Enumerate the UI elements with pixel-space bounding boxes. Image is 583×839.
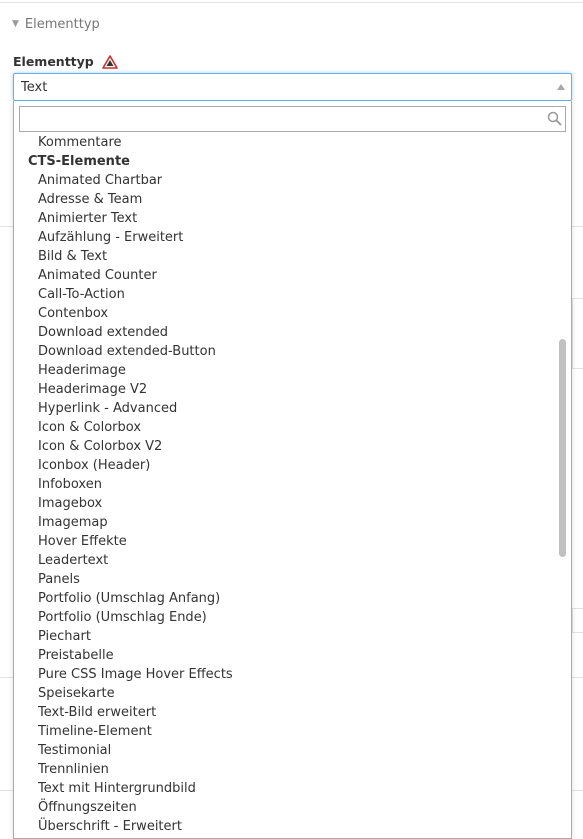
section-header-elementtyp[interactable] — [12, 15, 100, 33]
dropdown-option[interactable]: Öffnungszeiten — [38, 800, 137, 815]
search-icon — [547, 111, 562, 130]
dropdown-option[interactable]: Testimonial — [38, 743, 112, 758]
field-label-text: Elementtyp — [13, 54, 94, 69]
warning-triangle-icon — [102, 55, 118, 69]
divider — [572, 632, 583, 633]
dropdown-option[interactable]: Portfolio (Umschlag Anfang) — [38, 591, 221, 606]
dropdown-option[interactable]: Speisekarte — [38, 686, 115, 701]
dropdown-option[interactable]: Piechart — [38, 629, 91, 644]
dropdown-option[interactable]: Leadertext — [38, 553, 109, 568]
dropdown-option[interactable]: Panels — [38, 572, 80, 587]
divider — [572, 298, 583, 299]
dropdown-option[interactable]: Iconbox (Header) — [38, 458, 151, 473]
dropdown-option[interactable]: Contenbox — [38, 306, 109, 321]
search-input[interactable] — [20, 107, 544, 133]
dropdown-option[interactable]: Headerimage — [38, 363, 126, 378]
elementtyp-select[interactable] — [13, 73, 572, 101]
dropdown-option[interactable]: Infoboxen — [38, 477, 102, 492]
dropdown-option[interactable]: Icon & Colorbox V2 — [38, 439, 163, 454]
dropdown-option[interactable]: Preistabelle — [38, 648, 114, 663]
dropdown-option[interactable]: Animierter Text — [38, 211, 138, 226]
dropdown-option[interactable]: Imagemap — [38, 515, 108, 530]
dropdown-option[interactable]: Trennlinien — [38, 762, 109, 777]
option-group-label: CTS-Elemente — [28, 154, 130, 169]
dropdown-option[interactable]: Adresse & Team — [38, 192, 143, 207]
divider — [572, 608, 583, 609]
select-value: Text — [21, 80, 48, 95]
dropdown-option[interactable]: Portfolio (Umschlag Ende) — [38, 610, 207, 625]
dropdown-option[interactable]: Hover Effekte — [38, 534, 127, 549]
divider — [572, 368, 583, 369]
option-list — [14, 133, 554, 836]
dropdown-option[interactable]: Bild & Text — [38, 249, 108, 264]
dropdown-option[interactable]: Pure CSS Image Hover Effects — [38, 667, 233, 682]
dropdown-option[interactable]: Call-To-Action — [38, 287, 125, 302]
dropdown-option[interactable]: Download extended — [38, 325, 169, 340]
dropdown-option[interactable]: Animated Counter — [38, 268, 157, 283]
divider — [572, 298, 573, 368]
dropdown-scrollbar[interactable] — [559, 339, 566, 557]
dropdown-option[interactable]: Aufzählung - Erweitert — [38, 230, 184, 245]
dropdown-option[interactable]: Hyperlink - Advanced — [38, 401, 178, 416]
dropdown-option[interactable]: Timeline-Element — [38, 724, 152, 739]
dropdown-option[interactable]: Animated Chartbar — [38, 173, 163, 188]
field-label — [13, 54, 118, 69]
dropdown-search[interactable] — [19, 106, 566, 132]
dropdown-option[interactable]: Text-Bild erweitert — [38, 705, 157, 720]
dropdown-option[interactable]: Kommentare — [38, 135, 122, 150]
divider — [572, 608, 573, 632]
dropdown-option[interactable]: Text mit Hintergrundbild — [38, 781, 196, 796]
caret-down-icon: ▼ — [12, 19, 19, 29]
section-title: Elementtyp — [24, 16, 100, 32]
dropdown-option[interactable]: Imagebox — [38, 496, 103, 511]
dropdown-option[interactable]: Icon & Colorbox — [38, 420, 142, 435]
dropdown-option[interactable]: Überschrift - Erweitert — [38, 819, 182, 834]
dropdown-option[interactable]: Headerimage V2 — [38, 382, 148, 397]
dropdown-option[interactable]: Download extended-Button — [38, 344, 216, 359]
triangle-up-icon — [557, 84, 565, 90]
top-divider — [0, 2, 583, 3]
select-dropdown — [13, 101, 572, 839]
